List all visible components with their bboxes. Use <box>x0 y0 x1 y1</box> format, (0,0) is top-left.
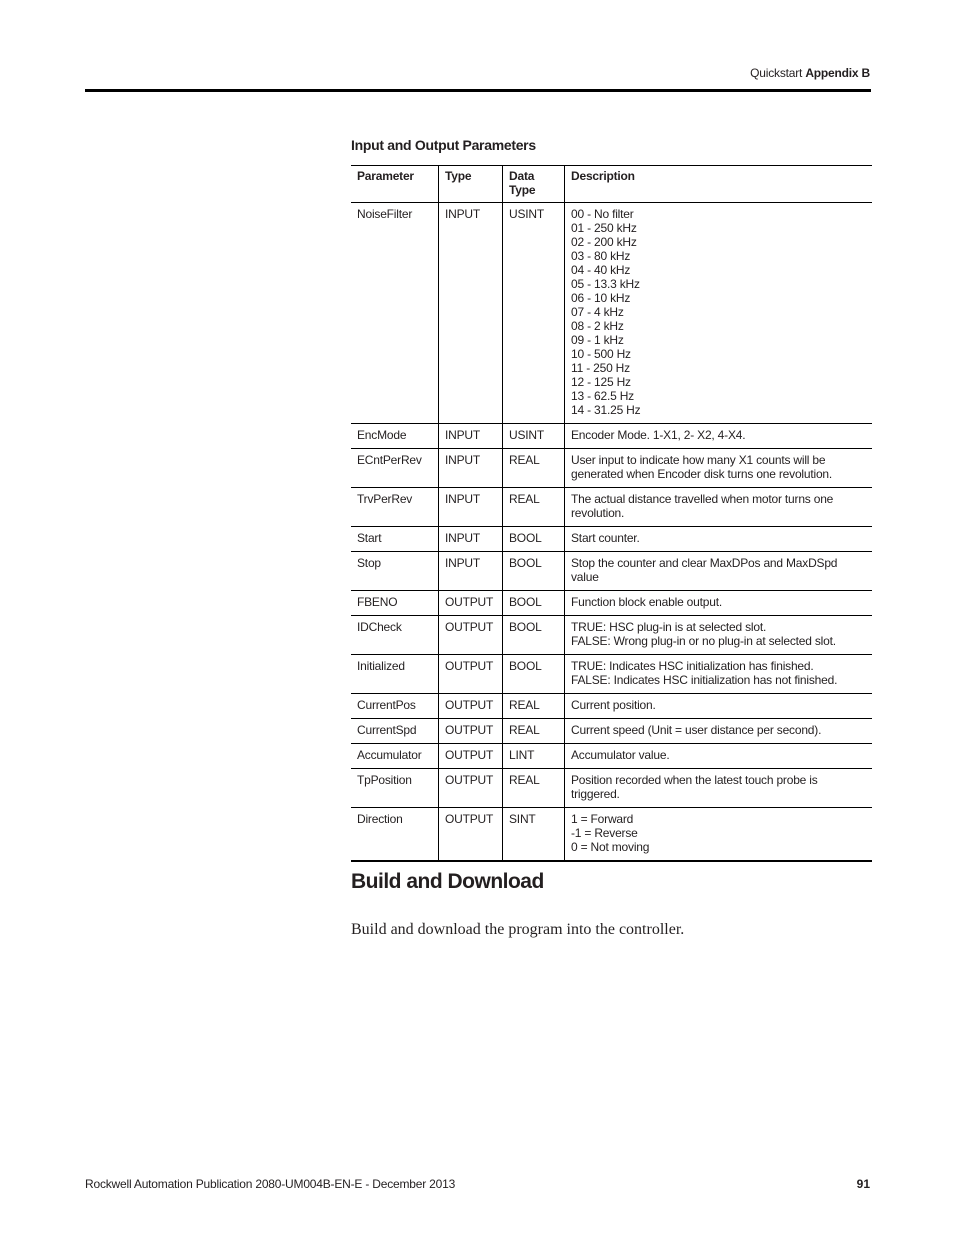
cell-parameter: TpPosition <box>351 769 439 808</box>
cell-data-type: LINT <box>503 744 565 769</box>
description-line: 08 - 2 kHz <box>571 319 624 333</box>
cell-data-type: REAL <box>503 719 565 744</box>
description-line: Accumulator value. <box>571 748 670 762</box>
description-line: 13 - 62.5 Hz <box>571 389 634 403</box>
table-row <box>351 552 872 591</box>
description-line: 09 - 1 kHz <box>571 333 624 347</box>
parameters-table <box>351 165 872 862</box>
description-line: 12 - 125 Hz <box>571 375 631 389</box>
table-row <box>351 719 872 744</box>
cell-parameter: CurrentPos <box>351 694 439 719</box>
cell-data-type: REAL <box>503 449 565 488</box>
column-header-data-type <box>503 166 565 203</box>
description-line: 05 - 13.3 kHz <box>571 277 640 291</box>
cell-description <box>565 527 873 552</box>
cell-data-type: USINT <box>503 203 565 424</box>
cell-data-type: BOOL <box>503 527 565 552</box>
cell-type: OUTPUT <box>439 719 503 744</box>
cell-parameter: CurrentSpd <box>351 719 439 744</box>
table-header-row <box>351 166 872 203</box>
cell-parameter: NoiseFilter <box>351 203 439 424</box>
table-row <box>351 527 872 552</box>
description-line: Position recorded when the latest touch probe is triggered. <box>571 773 818 801</box>
cell-data-type: BOOL <box>503 591 565 616</box>
cell-parameter: Accumulator <box>351 744 439 769</box>
footer-publication: Rockwell Automation Publication 2080-UM004B-EN-E - December 2013 <box>85 1177 456 1191</box>
cell-type: OUTPUT <box>439 694 503 719</box>
description-line: 14 - 31.25 Hz <box>571 403 641 417</box>
column-header-data-type-label: Data Type <box>509 169 536 197</box>
description-line: 11 - 250 Hz <box>571 361 630 375</box>
cell-data-type: REAL <box>503 488 565 527</box>
cell-data-type: BOOL <box>503 552 565 591</box>
description-line: -1 = Reverse <box>571 826 638 840</box>
cell-description <box>565 719 873 744</box>
cell-data-type: BOOL <box>503 616 565 655</box>
cell-type: OUTPUT <box>439 591 503 616</box>
cell-type: INPUT <box>439 552 503 591</box>
cell-type: OUTPUT <box>439 808 503 862</box>
cell-type: INPUT <box>439 449 503 488</box>
column-header-description: Description <box>565 166 873 203</box>
column-header-parameter: Parameter <box>351 166 439 203</box>
table-row <box>351 424 872 449</box>
section-heading: Build and Download <box>351 870 544 893</box>
table-row <box>351 203 872 424</box>
table-title: Input and Output Parameters <box>351 137 536 153</box>
table-row <box>351 808 872 862</box>
table-row <box>351 744 872 769</box>
header-section-name: Appendix B <box>805 66 870 80</box>
table-row <box>351 488 872 527</box>
cell-data-type: BOOL <box>503 655 565 694</box>
description-line: 1 = Forward <box>571 812 634 826</box>
cell-type: OUTPUT <box>439 616 503 655</box>
description-line: The actual distance travelled when motor turns one revolution. <box>571 492 834 520</box>
description-line: FALSE: Wrong plug-in or no plug-in at selected slot. <box>571 634 836 648</box>
cell-description <box>565 591 873 616</box>
cell-parameter: TrvPerRev <box>351 488 439 527</box>
description-line: Current position. <box>571 698 656 712</box>
section-body-text: Build and download the program into the controller. <box>351 921 685 938</box>
cell-type: INPUT <box>439 424 503 449</box>
cell-description <box>565 744 873 769</box>
description-line: 01 - 250 kHz <box>571 221 637 235</box>
running-header <box>750 66 870 80</box>
cell-description <box>565 449 873 488</box>
table-row <box>351 694 872 719</box>
table-row <box>351 769 872 808</box>
cell-data-type: SINT <box>503 808 565 862</box>
cell-description <box>565 203 873 424</box>
cell-data-type: USINT <box>503 424 565 449</box>
cell-type: OUTPUT <box>439 744 503 769</box>
cell-description <box>565 694 873 719</box>
cell-description <box>565 552 873 591</box>
cell-parameter: Stop <box>351 552 439 591</box>
cell-type: INPUT <box>439 203 503 424</box>
description-line: User input to indicate how many X1 counts will be generated when Encoder disk turns one revolution. <box>571 453 833 481</box>
cell-parameter: Direction <box>351 808 439 862</box>
cell-parameter: Initialized <box>351 655 439 694</box>
cell-type: OUTPUT <box>439 655 503 694</box>
table-row <box>351 616 872 655</box>
table-row <box>351 655 872 694</box>
description-line: 02 - 200 kHz <box>571 235 637 249</box>
table-body <box>351 203 872 862</box>
cell-parameter: Start <box>351 527 439 552</box>
description-line: Stop the counter and clear MaxDPos and MaxDSpd value <box>571 556 838 584</box>
description-line: Start counter. <box>571 531 640 545</box>
description-line: 04 - 40 kHz <box>571 263 631 277</box>
column-header-type: Type <box>439 166 503 203</box>
header-rule <box>85 89 871 92</box>
description-line: 00 - No filter <box>571 207 634 221</box>
cell-parameter: ECntPerRev <box>351 449 439 488</box>
cell-description <box>565 424 873 449</box>
cell-type: INPUT <box>439 488 503 527</box>
description-line: 0 = Not moving <box>571 840 650 854</box>
description-line: 07 - 4 kHz <box>571 305 624 319</box>
description-line: TRUE: Indicates HSC initialization has finished. <box>571 659 814 673</box>
cell-description <box>565 808 873 862</box>
description-line: 10 - 500 Hz <box>571 347 631 361</box>
cell-type: INPUT <box>439 527 503 552</box>
description-line: 06 - 10 kHz <box>571 291 631 305</box>
description-line: Encoder Mode. 1-X1, 2- X2, 4-X4. <box>571 428 746 442</box>
cell-parameter: IDCheck <box>351 616 439 655</box>
cell-type: OUTPUT <box>439 769 503 808</box>
description-line: Current speed (Unit = user distance per second). <box>571 723 822 737</box>
cell-description <box>565 616 873 655</box>
description-line: 03 - 80 kHz <box>571 249 631 263</box>
table-row <box>351 591 872 616</box>
cell-parameter: FBENO <box>351 591 439 616</box>
cell-parameter: EncMode <box>351 424 439 449</box>
header-section-prefix: Quickstart <box>750 66 803 80</box>
cell-description <box>565 769 873 808</box>
description-line: Function block enable output. <box>571 595 722 609</box>
table-row <box>351 449 872 488</box>
cell-description <box>565 655 873 694</box>
footer-page-number: 91 <box>856 1177 870 1191</box>
description-line: FALSE: Indicates HSC initialization has not finished. <box>571 673 838 687</box>
cell-data-type: REAL <box>503 694 565 719</box>
description-line: TRUE: HSC plug-in is at selected slot. <box>571 620 767 634</box>
cell-description <box>565 488 873 527</box>
cell-data-type: REAL <box>503 769 565 808</box>
